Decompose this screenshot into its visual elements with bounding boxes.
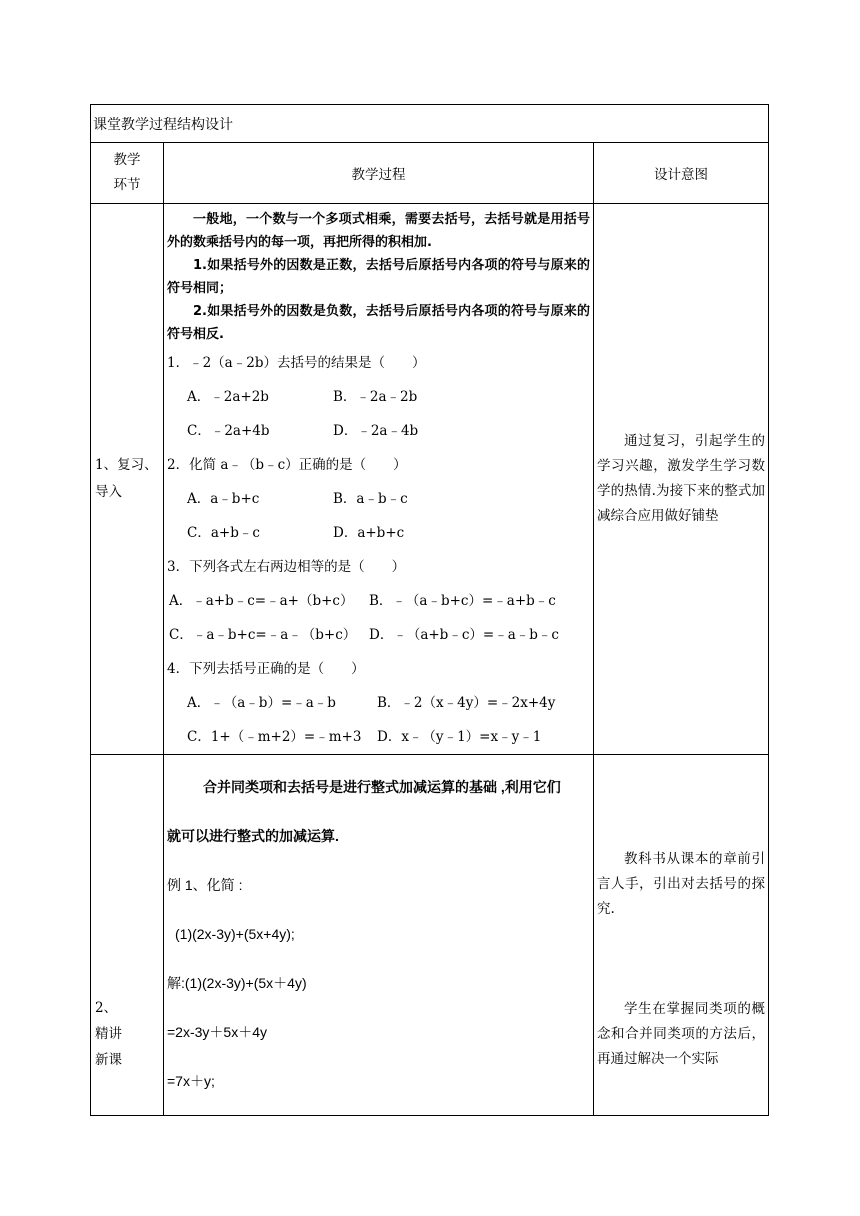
solution-step2: =7x＋y; xyxy=(167,1073,215,1089)
header-phase xyxy=(91,143,164,204)
section-lecture-row xyxy=(91,755,769,1116)
intent-lecture-text-a: 教科书从课本的章前引言人手，引出对去括号的探究. xyxy=(597,851,766,917)
intent-review xyxy=(594,204,769,755)
q4-option-a: A．﹣（a﹣b）=﹣a﹣b xyxy=(187,695,336,711)
table-header-row xyxy=(91,143,769,204)
q3-option-b: B．﹣（a﹣b+c）=﹣a+b﹣c xyxy=(369,593,556,609)
intent-lecture xyxy=(594,755,769,1116)
q2-option-d: D．a+b+c xyxy=(333,525,405,541)
q1-option-c: C．﹣2a+4b xyxy=(187,423,270,439)
process-lecture xyxy=(164,755,594,1116)
q3-option-c: C．﹣a﹣b+c=﹣a﹣（b+c） xyxy=(169,627,357,643)
q3-option-d: D．﹣（a+b﹣c）=﹣a﹣b﹣c xyxy=(369,627,559,643)
q1-option-a: A．﹣2a+2b xyxy=(187,389,269,405)
table-title-row xyxy=(91,105,769,143)
question-4-options-cd xyxy=(167,720,590,754)
q4-option-d: D．x﹣（y﹣1）=x﹣y﹣1 xyxy=(377,729,542,745)
question-3-options-cd xyxy=(167,618,590,652)
question-4: 4．下列去括号正确的是（ ） xyxy=(167,661,365,677)
question-1-options-cd xyxy=(167,414,590,448)
lecture-intro-line2: 就可以进行整式的加减运算. xyxy=(167,828,339,844)
question-1-options-ab xyxy=(167,380,590,414)
question-2-options-ab xyxy=(167,482,590,516)
q1-option-b: B．﹣2a﹣2b xyxy=(333,389,418,405)
q4-option-c: C．1+（﹣m+2）=﹣m+3 xyxy=(187,729,362,745)
q1-option-d: D．﹣2a﹣4b xyxy=(333,423,419,439)
question-1: 1．﹣2（a﹣2b）去括号的结果是（ ） xyxy=(167,355,426,371)
lesson-design-table xyxy=(90,104,769,1116)
q3-option-a: A．﹣a+b﹣c=﹣a+（b+c） xyxy=(169,593,354,609)
rule-positive: 1.如果括号外的因数是正数，去括号后原括号内各项的符号与原来的符号相同； xyxy=(167,258,590,296)
question-3-options-ab xyxy=(167,584,590,618)
header-process: 教学过程 xyxy=(164,143,594,204)
phase-lecture-line1: 2、 xyxy=(95,1000,118,1016)
phase-lecture-line2: 精讲 xyxy=(95,1026,122,1042)
process-review xyxy=(164,204,594,755)
table-title: 课堂教学过程结构设计 xyxy=(91,105,769,143)
question-3: 3．下列各式左右两边相等的是（ ） xyxy=(167,559,406,575)
solution-line: 解:(1)(2x-3y)+(5x＋4y) xyxy=(167,975,307,991)
q2-option-a: A．a﹣b+c xyxy=(187,491,260,507)
phase-lecture-line3: 新课 xyxy=(95,1052,122,1068)
example-label: 例 1、化简 : xyxy=(167,877,243,893)
intent-lecture-text-b: 学生在掌握同类项的概念和合并同类项的方法后，再通过解决一个实际 xyxy=(597,1001,766,1067)
question-2: 2．化简 a﹣（b﹣c）正确的是（ ） xyxy=(167,457,407,473)
header-phase-line2: 环节 xyxy=(113,177,141,193)
q4-option-b: B．﹣2（x﹣4y）=﹣2x+4y xyxy=(377,695,556,711)
phase-review xyxy=(91,204,164,755)
intent-spacer xyxy=(597,922,765,997)
question-2-options-cd xyxy=(167,516,590,550)
phase-review-line2: 导入 xyxy=(95,484,122,500)
lecture-intro-line1: 合并同类项和去括号是进行整式加减运算的基础 ,利用它们 xyxy=(203,779,561,795)
q2-option-c: C．a+b﹣c xyxy=(187,525,260,541)
question-4-options-ab xyxy=(167,686,590,720)
q2-option-b: B．a﹣b﹣c xyxy=(333,491,408,507)
solution-step1: =2x-3y＋5x＋4y xyxy=(167,1024,267,1040)
phase-lecture xyxy=(91,755,164,1116)
intent-review-text: 通过复习，引起学生的学习兴趣，激发学生学习数学的热情.为接下来的整式加减综合应用做好铺垫 xyxy=(597,433,766,524)
example-expression: (1)(2x-3y)+(5x+4y); xyxy=(175,926,295,942)
rule-intro: 一般地，一个数与一个多项式相乘，需要去括号，去括号就是用括号外的数乘括号内的每一项，再把所得的积相加. xyxy=(167,212,590,250)
header-intent: 设计意图 xyxy=(594,143,769,204)
header-phase-line1: 教学 xyxy=(113,152,141,168)
rule-negative: 2.如果括号外的因数是负数，去括号后原括号内各项的符号与原来的符号相反. xyxy=(167,304,590,342)
phase-review-line1: 1、复习、 xyxy=(95,457,158,473)
section-review-row xyxy=(91,204,769,755)
